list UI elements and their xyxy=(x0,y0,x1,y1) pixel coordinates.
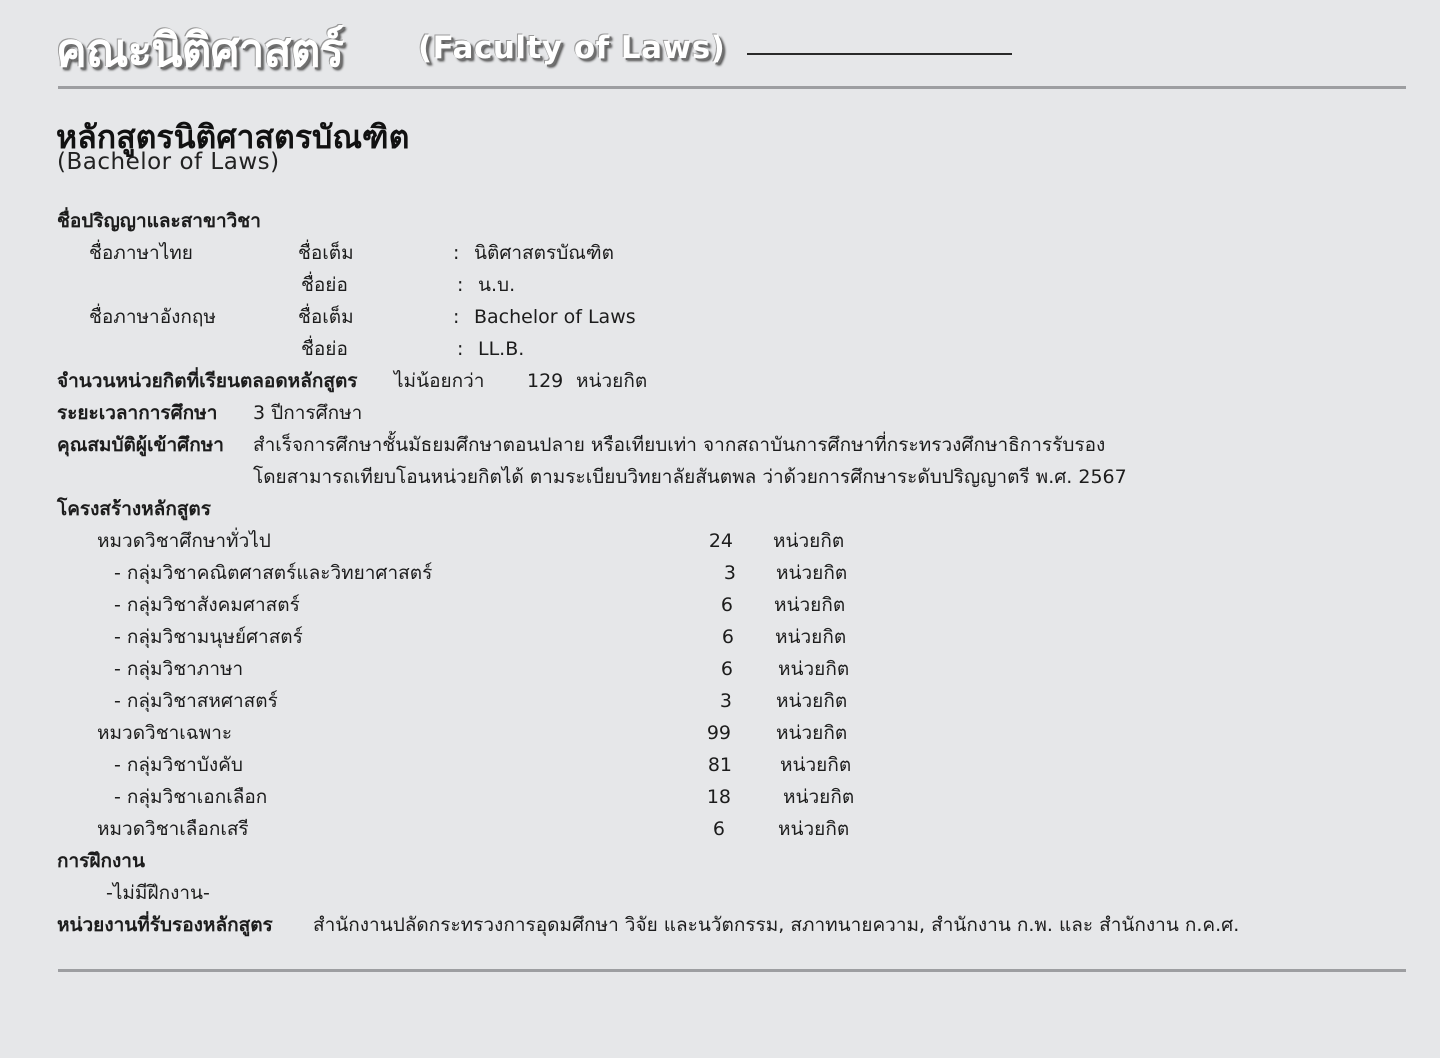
structure-row-unit: หน่วยกิต xyxy=(783,786,855,808)
structure-row-unit: หน่วยกิต xyxy=(776,722,848,744)
structure-row-credits: 18 xyxy=(706,786,731,808)
structure-row-credits: 3 xyxy=(723,562,736,584)
degree-section-label: ชื่อปริญญาและสาขาวิชา xyxy=(57,210,261,232)
eng-abbr-name: LL.B. xyxy=(478,338,525,360)
faculty-title-thai: คณะนิติศาสตร์ xyxy=(56,23,344,77)
structure-row-credits: 3 xyxy=(719,690,732,712)
admission-line-1: สำเร็จการศึกษาชั้นมัธยมศึกษาตอนปลาย หรือเทียบเท่า จากสถาบันการศึกษาที่กระทรวงศึกษาธิการรับรอง xyxy=(253,434,1106,456)
structure-row-name: - กลุ่มวิชาบังคับ xyxy=(114,754,243,776)
structure-row-unit: หน่วยกิต xyxy=(778,818,850,840)
thai-full-label: ชื่อเต็ม xyxy=(298,242,354,264)
structure-row-unit: หน่วยกิต xyxy=(776,562,848,584)
thai-abbr-name: น.บ. xyxy=(478,274,516,296)
colon: : xyxy=(457,274,464,296)
structure-row-credits: 6 xyxy=(720,658,733,680)
structure-row-credits: 6 xyxy=(721,626,734,648)
duration-label: ระยะเวลาการศึกษา xyxy=(57,402,218,424)
accreditation-value: สำนักงานปลัดกระทรวงการอุดมศึกษา วิจัย และนวัตกรรม, สภาทนายความ, สำนักงาน ก.พ. และ สำนักงาน ก.ค.ศ. xyxy=(313,914,1240,936)
credits-unit: หน่วยกิต xyxy=(576,370,648,392)
credits-label: จำนวนหน่วยกิตที่เรียนตลอดหลักสูตร xyxy=(57,370,358,392)
thai-abbr-label: ชื่อย่อ xyxy=(301,274,348,296)
admission-line-2: โดยสามารถเทียบโอนหน่วยกิตได้ ตามระเบียบวิทยาลัยสันตพล ว่าด้วยการศึกษาระดับปริญญาตรี พ.ศ. 2567 xyxy=(253,466,1127,488)
admission-label: คุณสมบัติผู้เข้าศึกษา xyxy=(57,434,224,456)
structure-row-credits: 6 xyxy=(720,594,733,616)
structure-row-name: หมวดวิชาศึกษาทั่วไป xyxy=(97,530,271,552)
credits-value: 129 xyxy=(527,370,564,392)
structure-row-credits: 81 xyxy=(707,754,732,776)
accreditation-label: หน่วยงานที่รับรองหลักสูตร xyxy=(57,914,273,936)
header-underline xyxy=(747,53,1012,55)
duration-value: 3 ปีการศึกษา xyxy=(253,402,363,424)
colon: : xyxy=(457,338,464,360)
eng-full-name: Bachelor of Laws xyxy=(474,306,636,328)
structure-row-credits: 99 xyxy=(706,722,731,744)
structure-row-name: - กลุ่มวิชาคณิตศาสตร์และวิทยาศาสตร์ xyxy=(114,562,433,584)
colon: : xyxy=(453,306,460,328)
thai-name-label: ชื่อภาษาไทย xyxy=(89,242,193,264)
faculty-title-english: (Faculty of Laws) xyxy=(418,30,726,66)
credits-qualifier: ไม่น้อยกว่า xyxy=(394,370,485,392)
program-title-thai: หลักสูตรนิติศาสตรบัณฑิต xyxy=(56,118,410,156)
structure-row-name: - กลุ่มวิชาเอกเลือก xyxy=(114,786,268,808)
structure-row-name: - กลุ่มวิชาภาษา xyxy=(114,658,244,680)
structure-label: โครงสร้างหลักสูตร xyxy=(57,498,211,520)
structure-row-name: หมวดวิชาเฉพาะ xyxy=(97,722,233,744)
structure-row-name: - กลุ่มวิชามนุษย์ศาสตร์ xyxy=(114,626,303,648)
footer-divider xyxy=(58,969,1406,972)
thai-full-name: นิติศาสตรบัณฑิต xyxy=(474,242,614,264)
structure-row-unit: หน่วยกิต xyxy=(773,530,845,552)
structure-row-name: หมวดวิชาเลือกเสรี xyxy=(97,818,249,840)
eng-abbr-label: ชื่อย่อ xyxy=(301,338,348,360)
internship-label: การฝึกงาน xyxy=(57,850,145,872)
structure-row-unit: หน่วยกิต xyxy=(775,626,847,648)
structure-row-unit: หน่วยกิต xyxy=(774,594,846,616)
structure-row-credits: 24 xyxy=(708,530,733,552)
structure-row-unit: หน่วยกิต xyxy=(780,754,852,776)
program-title-english: (Bachelor of Laws) xyxy=(57,149,280,175)
header-divider xyxy=(58,86,1406,89)
internship-value: -ไม่มีฝึกงาน- xyxy=(106,882,210,904)
colon: : xyxy=(453,242,460,264)
structure-row-unit: หน่วยกิต xyxy=(778,658,850,680)
structure-row-unit: หน่วยกิต xyxy=(776,690,848,712)
structure-row-name: - กลุ่มวิชาสหศาสตร์ xyxy=(114,690,278,712)
structure-row-credits: 6 xyxy=(712,818,725,840)
eng-full-label: ชื่อเต็ม xyxy=(298,306,354,328)
eng-name-label: ชื่อภาษาอังกฤษ xyxy=(89,306,216,328)
structure-row-name: - กลุ่มวิชาสังคมศาสตร์ xyxy=(114,594,300,616)
